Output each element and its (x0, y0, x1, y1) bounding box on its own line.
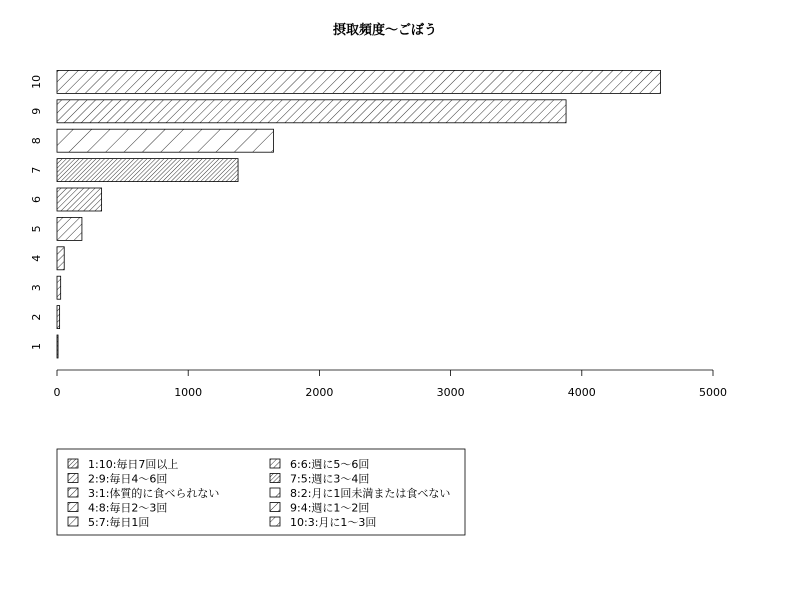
x-tick-label: 2000 (305, 386, 334, 399)
legend-swatch (68, 517, 78, 526)
legend-label: 2:9:毎日4～6回 (88, 472, 168, 486)
legend (57, 449, 465, 535)
y-tick-label: 5 (30, 225, 43, 233)
legend-label: 1:10:毎日7回以上 (88, 458, 179, 471)
bar-2 (57, 306, 60, 329)
legend-label: 6:6:週に5～6回 (290, 458, 370, 471)
bar-4 (57, 247, 64, 270)
bar-7 (57, 159, 238, 182)
x-tick-label: 5000 (699, 386, 727, 399)
legend-swatch (270, 517, 280, 526)
bar-10 (57, 70, 661, 93)
legend-label: 4:8:毎日2～3回 (88, 501, 168, 515)
legend-label: 8:2:月に1回未満または食べない (290, 487, 451, 500)
y-tick-label: 2 (30, 313, 43, 321)
legend-swatch (270, 459, 280, 468)
x-tick-label: 1000 (174, 386, 203, 399)
legend-swatch (68, 474, 78, 483)
y-tick-label: 6 (30, 196, 43, 203)
y-axis (30, 75, 43, 350)
bar-5 (57, 217, 82, 240)
bar-3 (57, 276, 61, 299)
legend-swatch (68, 459, 78, 468)
y-tick-label: 9 (30, 107, 43, 115)
y-tick-label: 4 (30, 254, 43, 262)
x-tick-label: 3000 (436, 386, 465, 399)
bars-group (57, 70, 661, 358)
bar-9 (57, 100, 566, 123)
y-tick-label: 8 (30, 137, 43, 145)
legend-label: 5:7:毎日1回 (88, 516, 150, 529)
x-tick-label: 0 (53, 386, 61, 399)
legend-swatch (270, 488, 280, 497)
legend-swatch (68, 503, 78, 512)
legend-label: 7:5:週に3～4回 (290, 472, 370, 486)
bar-8 (57, 129, 273, 152)
y-tick-label: 7 (30, 166, 43, 174)
chart-title: 摂取頻度～ごぼう (332, 23, 438, 38)
legend-swatch (68, 488, 78, 497)
legend-label: 10:3:月に1～3回 (290, 516, 377, 529)
y-tick-label: 1 (30, 343, 43, 350)
bar-6 (57, 188, 102, 211)
legend-swatch (270, 474, 280, 483)
y-tick-label: 10 (30, 74, 43, 89)
x-axis (54, 370, 728, 399)
bar-1 (57, 335, 58, 358)
y-tick-label: 3 (30, 284, 43, 292)
legend-swatch (270, 503, 280, 512)
legend-label: 9:4:週に1～2回 (290, 501, 370, 515)
x-tick-label: 4000 (567, 386, 596, 399)
legend-label: 3:1:体質的に食べられない (88, 487, 220, 500)
